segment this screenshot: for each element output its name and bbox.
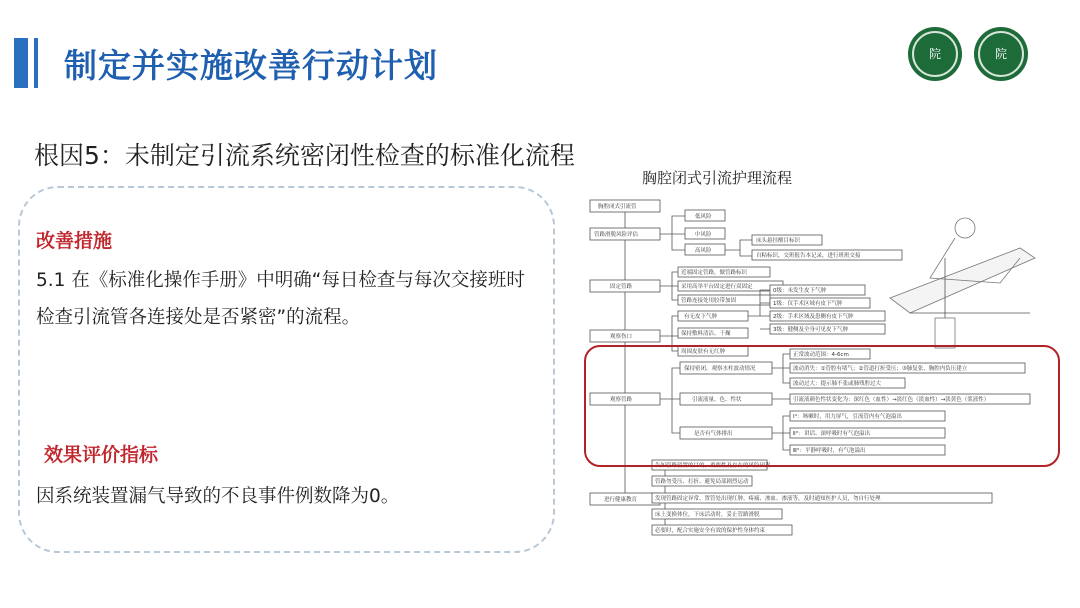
- svg-text:必要时，配合实施安全有效的保护性身体约束: 必要时，配合实施安全有效的保护性身体约束: [655, 528, 766, 534]
- svg-text:是否有气体排出: 是否有气体排出: [694, 431, 733, 437]
- svg-text:固定管路: 固定管路: [610, 284, 633, 290]
- highlight-frame: [584, 345, 1060, 467]
- risk-level: [685, 228, 725, 239]
- emphysema-grade: [770, 285, 865, 295]
- svg-text:管路滑脱风险评估: 管路滑脱风险评估: [594, 232, 639, 238]
- svg-text:周围皮肤有无红肿: 周围皮肤有无红肿: [681, 349, 726, 355]
- root-cause-heading: 根因5：未制定引流系统密闭性检查的标准化流程: [34, 141, 575, 170]
- svg-text:告知管路留置的目的，重要性及存在的风险因素: 告知管路留置的目的，重要性及存在的风险因素: [655, 463, 771, 469]
- svg-text:近端固定管路，做管路标识: 近端固定管路，做管路标识: [681, 270, 748, 276]
- education-item: [652, 476, 752, 486]
- main-node: [590, 493, 660, 505]
- education-item: [652, 525, 792, 535]
- svg-text:观察伤口: 观察伤口: [610, 334, 633, 340]
- page-title: 制定并实施改善行动计划: [64, 46, 438, 85]
- education-item: [652, 509, 782, 519]
- svg-text:3级：健侧及全身可见皮下气肿: 3级：健侧及全身可见皮下气肿: [773, 327, 849, 333]
- svg-text:波动过大：提示肺不张或肺残腔过大: 波动过大：提示肺不张或肺残腔过大: [793, 381, 882, 387]
- main-node: [590, 228, 660, 240]
- svg-text:中风险: 中风险: [695, 232, 712, 238]
- logo-emblem: 院: [912, 31, 958, 77]
- svg-text:管路连接处用胶带加固: 管路连接处用胶带加固: [681, 298, 737, 304]
- emphysema-grade: [770, 324, 885, 334]
- svg-text:Ⅲ°：平静呼吸时，有气泡溢出: Ⅲ°：平静呼吸时，有气泡溢出: [793, 448, 866, 454]
- svg-text:观察管路: 观察管路: [610, 397, 633, 403]
- wound-item: [678, 311, 748, 321]
- evaluation-title: 效果评价指标: [44, 444, 159, 466]
- svg-text:保持密闭，观察水柱波动情况: 保持密闭，观察水柱波动情况: [684, 366, 756, 372]
- svg-text:保持敷料清洁、干燥: 保持敷料清洁、干燥: [681, 331, 731, 337]
- fix-item: [678, 281, 783, 291]
- emphysema-grade: [770, 311, 885, 321]
- title-accent-bar: [14, 38, 28, 88]
- svg-text:床头悬挂醒目标识: 床头悬挂醒目标识: [756, 238, 801, 244]
- svg-text:Ⅰ°：咳嗽时，用力屏气，引流管内有气泡溢出: Ⅰ°：咳嗽时，用力屏气，引流管内有气泡溢出: [793, 414, 902, 420]
- svg-text:低风险: 低风险: [695, 214, 712, 220]
- svg-text:采用高举平台固定进行双固定: 采用高举平台固定进行双固定: [681, 284, 753, 290]
- title-accent-bar-thin: [34, 38, 38, 88]
- svg-text:有无皮下气肿: 有无皮下气肿: [684, 314, 718, 320]
- svg-text:高风险: 高风险: [695, 248, 712, 254]
- wound-item: [678, 328, 748, 338]
- svg-text:Ⅱ°：讲话、深呼吸时有气泡溢出: Ⅱ°：讲话、深呼吸时有气泡溢出: [793, 431, 870, 437]
- improvement-title: 改善措施: [36, 230, 113, 252]
- svg-text:胸腔闭式引流管: 胸腔闭式引流管: [598, 204, 637, 210]
- svg-text:2级：手术区域及患侧有皮下气肿: 2级：手术区域及患侧有皮下气肿: [773, 314, 854, 320]
- education-item: [652, 493, 992, 503]
- svg-text:1级：仅手术区域有皮下气肿: 1级：仅手术区域有皮下气肿: [773, 301, 843, 307]
- svg-text:波动消失：①管腔有堵气；②管道打折受压；③肺复张、胸腔内负压: 波动消失：①管腔有堵气；②管道打折受压；③肺复张、胸腔内负压建立: [793, 366, 968, 372]
- svg-text:自粘标识，交班报告本记录，进行班班交接: 自粘标识，交班报告本记录，进行班班交接: [756, 253, 861, 259]
- svg-text:管路勿受压、打折、避免局部剧烈运动: 管路勿受压、打折、避免局部剧烈运动: [655, 479, 749, 485]
- patient-illustration-icon: [890, 218, 1035, 348]
- hospital-logo-1: [908, 27, 962, 81]
- svg-text:正常波动范围：4-6cm: 正常波动范围：4-6cm: [793, 352, 849, 358]
- svg-text:引流液颜色性状变化为：深红色（血性）→淡红色（淡血性）→淡黄: 引流液颜色性状变化为：深红色（血性）→淡红色（淡血性）→淡黄色（浆液性）: [793, 397, 990, 403]
- improvement-text: 5.1 在《标准化操作手册》中明确“每日检查与每次交接班时检查引流管各连接处是否紧密”的流程。: [36, 270, 525, 328]
- hospital-logo-2: [974, 27, 1028, 81]
- fix-item: [678, 267, 770, 277]
- risk-level: [685, 244, 725, 255]
- logo-emblem: 院: [978, 31, 1024, 77]
- risk-action: [752, 235, 822, 245]
- risk-level: [685, 210, 725, 221]
- svg-text:发现管路固定异常、置管处出现红肿、疼痛、渗血、渗液等，及时通: 发现管路固定异常、置管处出现红肿、疼痛、渗血、渗液等，及时通知医护人员，勿自行处理: [655, 496, 881, 502]
- emphysema-grade: [770, 298, 870, 308]
- evaluation-text: 因系统装置漏气导致的不良事件例数降为0。: [36, 486, 400, 507]
- svg-text:引流液量、色、性状: 引流液量、色、性状: [692, 397, 742, 403]
- main-node: [590, 280, 660, 292]
- svg-text:进行健康教育: 进行健康教育: [604, 497, 638, 503]
- svg-text:床上变换体位，下床活动时，妥止管路滑脱: 床上变换体位，下床活动时，妥止管路滑脱: [655, 512, 760, 518]
- svg-text:0级：未发生皮下气肿: 0级：未发生皮下气肿: [773, 288, 826, 294]
- fix-item: [678, 295, 770, 305]
- main-node: [590, 200, 660, 212]
- main-node: [590, 330, 660, 342]
- risk-action: [752, 250, 902, 260]
- diagram-title: 胸腔闭式引流护理流程: [642, 169, 793, 187]
